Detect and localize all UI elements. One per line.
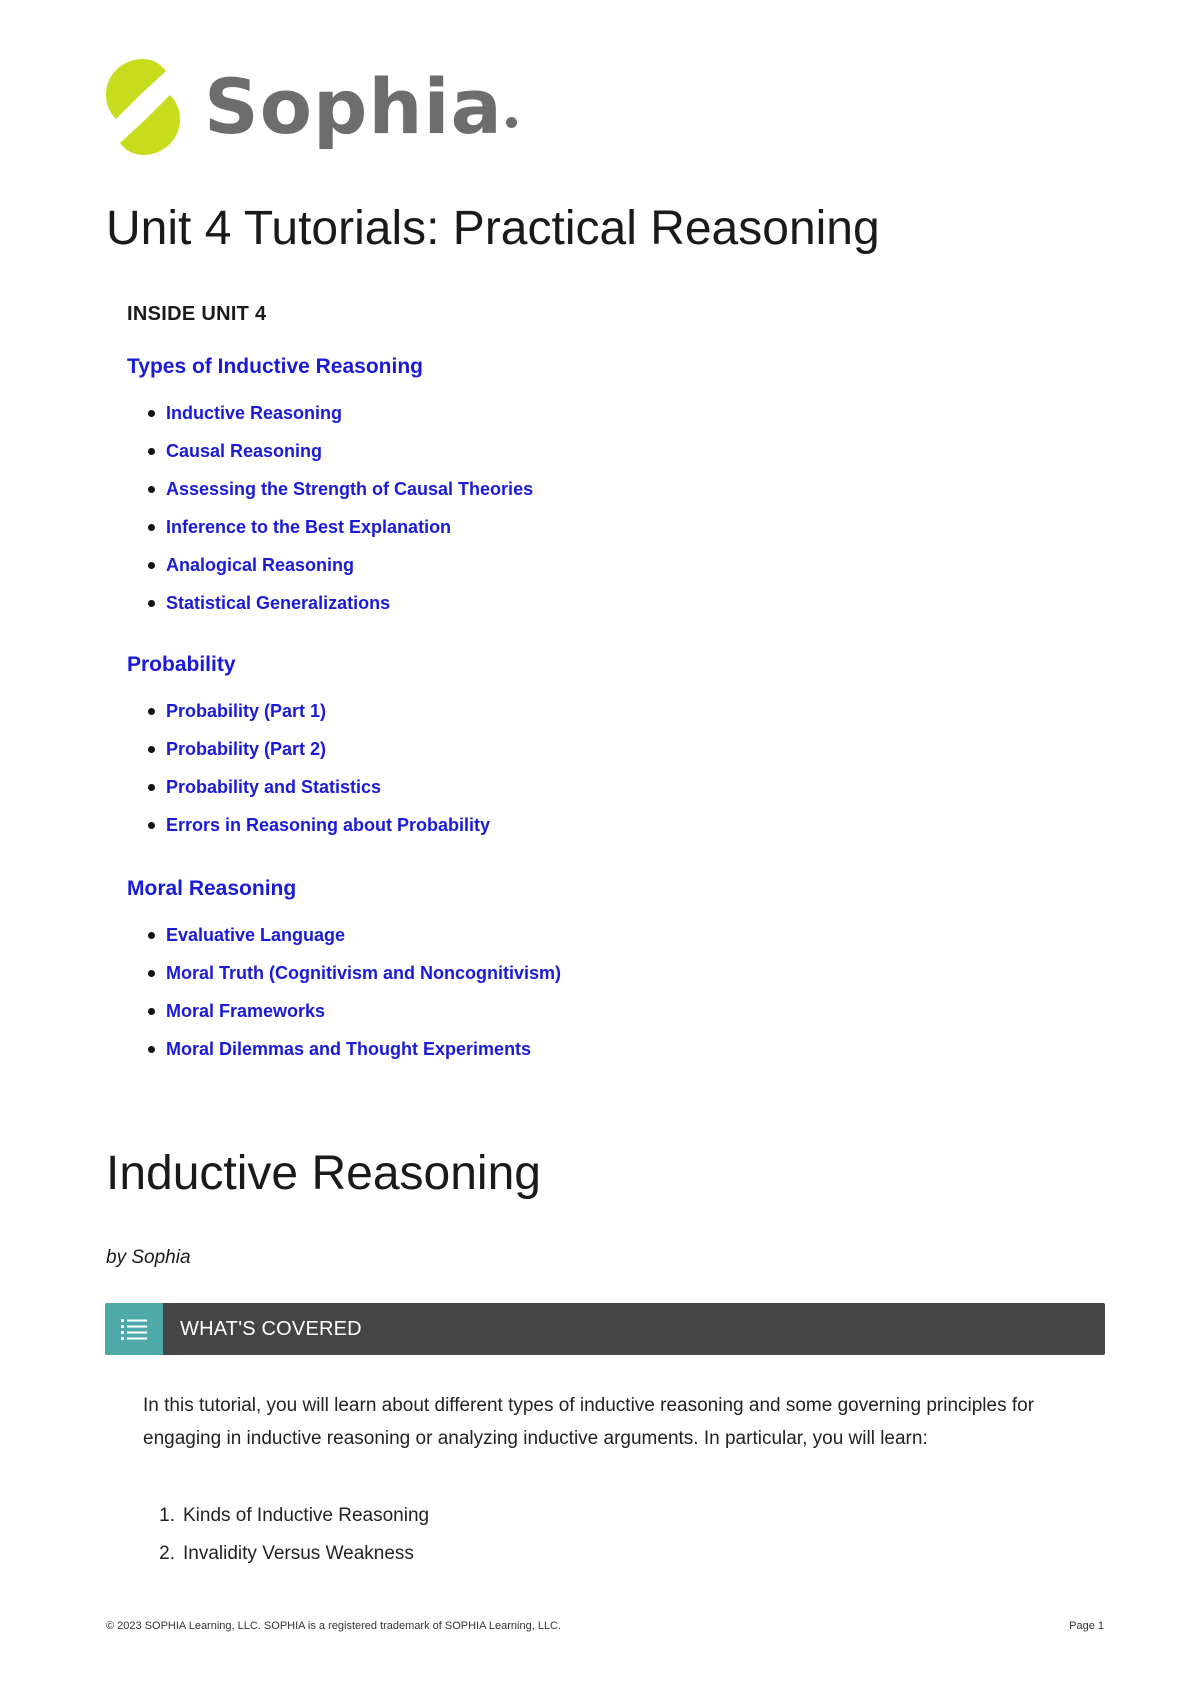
list-item-link[interactable] <box>127 1030 561 1068</box>
link-text[interactable]: Assessing the Strength of Causal Theories <box>166 479 534 499</box>
group-types-of-inductive-reasoning <box>127 356 533 622</box>
link-text[interactable]: Probability and Statistics <box>166 777 382 797</box>
link-text[interactable]: Probability (Part 2) <box>166 739 327 759</box>
whats-covered-banner <box>105 1303 1105 1355</box>
list-item-link[interactable] <box>127 584 533 622</box>
bullet <box>148 784 155 791</box>
link-list <box>127 394 533 622</box>
link-text[interactable]: Statistical Generalizations <box>166 593 391 613</box>
list-item <box>143 1497 429 1535</box>
list-item-link[interactable] <box>127 692 490 730</box>
bullet <box>148 932 155 939</box>
list-item-text: Kinds of Inductive Reasoning <box>183 1505 430 1526</box>
bullet <box>148 410 155 417</box>
sophia-logo-icon <box>104 57 182 157</box>
link-text[interactable]: Inference to the Best Explanation <box>166 517 452 537</box>
list-item-link[interactable] <box>127 508 533 546</box>
link-text[interactable]: Errors in Reasoning about Probability <box>166 815 491 835</box>
group-moral-reasoning <box>127 878 561 1068</box>
list-item-link[interactable] <box>127 394 533 432</box>
list-item-link[interactable] <box>127 432 533 470</box>
intro-paragraph: In this tutorial, you will learn about different types of inductive reasoning and some governing principles for engaging in inductive reasoning or analyzing inductive arguments. In particular, you will learn: <box>143 1395 1035 1449</box>
bullet <box>148 486 155 493</box>
bullet <box>148 448 155 455</box>
page-number: Page 1 <box>1069 1620 1104 1632</box>
list-number: 1. <box>159 1505 175 1526</box>
link-text[interactable]: Moral Truth (Cognitivism and Noncognitivism) <box>166 963 562 983</box>
link-text[interactable]: Causal Reasoning <box>166 441 323 461</box>
list-item-link[interactable] <box>127 954 561 992</box>
list-item-link[interactable] <box>127 992 561 1030</box>
bullet <box>148 600 155 607</box>
logo-wordmark: Sophia <box>204 62 503 151</box>
list-item-link[interactable] <box>127 806 490 844</box>
link-list <box>127 692 490 844</box>
list-item-link[interactable] <box>127 730 490 768</box>
whats-covered-label: WHAT'S COVERED <box>180 1317 362 1340</box>
group-title-link[interactable]: Probability <box>127 653 236 676</box>
byline: by Sophia <box>106 1247 191 1268</box>
bullet <box>148 562 155 569</box>
section-title: Inductive Reasoning <box>106 1147 541 1200</box>
bullet <box>148 970 155 977</box>
link-text[interactable]: Evaluative Language <box>166 925 346 945</box>
list-item-link[interactable] <box>127 916 561 954</box>
list-number: 2. <box>159 1543 175 1564</box>
unit-title: Unit 4 Tutorials: Practical Reasoning <box>106 202 880 255</box>
inside-unit-label: INSIDE UNIT 4 <box>127 303 267 325</box>
link-text[interactable]: Probability (Part 1) <box>166 701 327 721</box>
list-item-text: Invalidity Versus Weakness <box>183 1543 414 1564</box>
logo-dot <box>506 117 517 128</box>
link-text[interactable]: Moral Frameworks <box>166 1001 326 1021</box>
footer-copyright: © 2023 SOPHIA Learning, LLC. SOPHIA is a registered trademark of SOPHIA Learning, LLC. <box>106 1620 562 1632</box>
group-probability <box>127 654 490 844</box>
list-item-link[interactable] <box>127 470 533 508</box>
link-text[interactable]: Moral Dilemmas and Thought Experiments <box>166 1039 532 1059</box>
bullet <box>148 524 155 531</box>
bullet <box>148 1008 155 1015</box>
list-icon <box>105 1303 163 1355</box>
link-text[interactable]: Analogical Reasoning <box>166 555 355 575</box>
sophia-logo <box>104 56 517 158</box>
list-item <box>143 1535 429 1573</box>
list-item-link[interactable] <box>127 546 533 584</box>
bullet <box>148 822 155 829</box>
group-title-link[interactable]: Types of Inductive Reasoning <box>127 355 423 378</box>
bullet <box>148 708 155 715</box>
list-item-link[interactable] <box>127 768 490 806</box>
link-text[interactable]: Inductive Reasoning <box>166 403 343 423</box>
bullet <box>148 746 155 753</box>
bullet <box>148 1046 155 1053</box>
link-list <box>127 916 561 1068</box>
group-title-link[interactable]: Moral Reasoning <box>127 877 297 900</box>
learn-list <box>143 1497 429 1573</box>
